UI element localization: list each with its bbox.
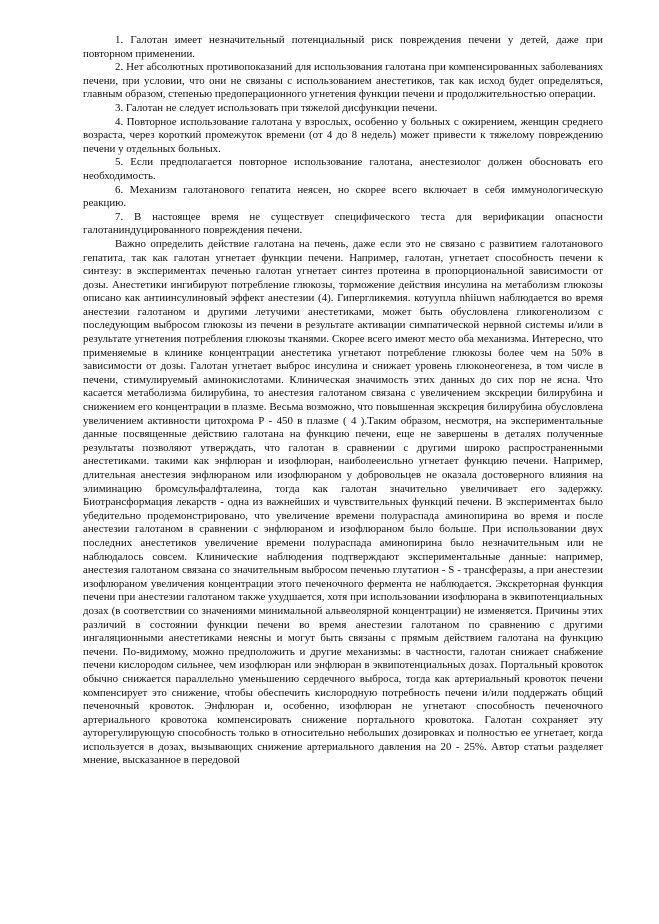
- body-paragraph: Важно определить действие галотана на печень, даже если это не связано с развитием галотанового гепатита, так как галотан угнетает функции печени. Например, галотан, угнетает способность печени к синтезу: в экспериментах печенью галотан угнетает синтез протеина в пропорциональной зависимости от дозы. Анестетики ингибируют потребление глюкозы, торможение действия инсулина на метаболизм глюкозы описано как антиинсулиновый эффект анестезии (4). Гипергликемия. котуупла nhiiuwn наблюдается во время анестезии галотаном и другими летучими анестетиками, может быть обусловлена гликогенолизом с последующим выбросом глюкозы из печени в результате активации симпатической нервной системы и/или в результате угнетения потребления глюкозы тканями. Скорее всего имеют место оба механизма. Интересно, что применяемые в клинике концентрации анестетика угнетают потребление глюкозы более чем на 50% в зависимости от дозы. Галотан угнетает выброс инсулина и снижает уровень глюконеогенеза, в том числе в печени, стимулируемый аминокислотами. Клиническая значимость этих данных до сих пор не ясна. Что касается метаболизма билирубина, то анестезия галотаном связана с увеличением экскреции билирубина и снижением его концентрации в плазме. Весьма возможно, что повышенная экскреция билирубина обусловлена увеличением активности цитохрома Р - 450 в плазме ( 4 ).Таким образом, несмотря, на экспериментальные данные посвященные действию галотана на функцию печени, еще не завершены в деталях полученные результаты позволяют утверждать, что галотан в сравнении с другими широко распространенными анестетиками. такими как энфлюран и изофлюран, наиболееисльно угнетает функцию печени. Например, длительная анестезия энфлюраном или изофлюраном у добровольцев не оказала достоверного влияния на элиминацию бромсульфалфталеина, тогда как галотан значительно увеличивает его задержку. Биотрансформация лекарств - одна из важнейших и чувствительных функций печени. В экспериментах было убедительно продемонстрировано, что увеличение времени полураспада аминопирина во время и после анестезии галотаном в сравнении с энфлюраном и изофлюраном было больше. При использовании двух последних анестетиков увеличение времени полураспада аминопирина было незначительным или не наблюдалось совсем. Клинические наблюдения подтверждают экспериментальные данные: например, анестезия галотаном связана со значительным выбросом печенью глутатион - S - трансферазы, а при анестезии изофлюраном увеличения концентрации этого печеночного фермента не наблюдается. Экскреторная функция печени при анестезии галотаном также ухудшается, хотя при использовании изофлюрана в эквипотенциальных дозах (в соответствии со значениями минимальной альвеолярной концентрации) не изменяется. Причины этих различий в состоянии функции печени во время анестезии галотаном по сравнению с другими ингаляционными анестетиками неясны и могут быть связаны с прямым действием галотана на функцию печени. По-видимому, можно предположить и другие механизмы: в частности, галотан снижает снабжение печени кислородом сильнее, чем изофлюран или энфлюран в эквипотенциальных дозах. Портальный кровоток обычно снижается параллельно уменьшению сердечного выброса, тогда как артериальный кровоток печени компенсирует это снижение, чтобы обеспечить кислородную потребность печени и/или поддержать общий печеночный кровоток. Энфлюран и, особенно, изофлюран не угнетают способность печеночного артериального кровотока компенсировать снижение портального кровотока. Галотан сохраняет эту ауторегулирующую способность только в относительно небольших дозировках и полностью ее угнетает, когда используется в дозах, вызывающих снижение артериального давления на 20 - 25%. Автор статьи разделяет мнение, высказанное в передовой: [83, 237, 603, 767]
- paragraph-item-3: 3. Галотан не следует использовать при тяжелой дисфункции печени.: [115, 101, 438, 114]
- paragraph-item-2: 2. Нет абсолютных противопоказаний для использования галотана при компенсированных заболеваниях печени, при условии, что они не связаны с использованием анестетиков, так как исход будет определяться, главным образом, степенью предоперационного угнетения функции печени и продолжительностью операции.: [83, 61, 603, 101]
- paragraph-item-7: 7. В настоящее время не существует специфического теста для верификации опасности галотаниндуцированного повреждения печени.: [83, 210, 603, 237]
- paragraph-item-6: 6. Механизм галотанового гепатита неясен, но скорее всего включает в себя иммунологическую реакцию.: [83, 183, 603, 210]
- paragraph-item-1: 1. Галотан имеет незначительный потенциальный риск повреждения печени у детей, даже при повторном применении.: [83, 34, 603, 60]
- paragraph-item-5: 5. Если предполагается повторное использование галотана, анестезиолог должен обосновать его необходимость.: [83, 156, 603, 182]
- paragraph-item-4: 4. Повторное использование галотана у взрослых, особенно у больных с ожирением, женщин среднего возраста, через короткий промежуток времени (от 4 до 8 недель) может привести к тяжелому повреждению печени у отдельных больных.: [83, 115, 603, 155]
